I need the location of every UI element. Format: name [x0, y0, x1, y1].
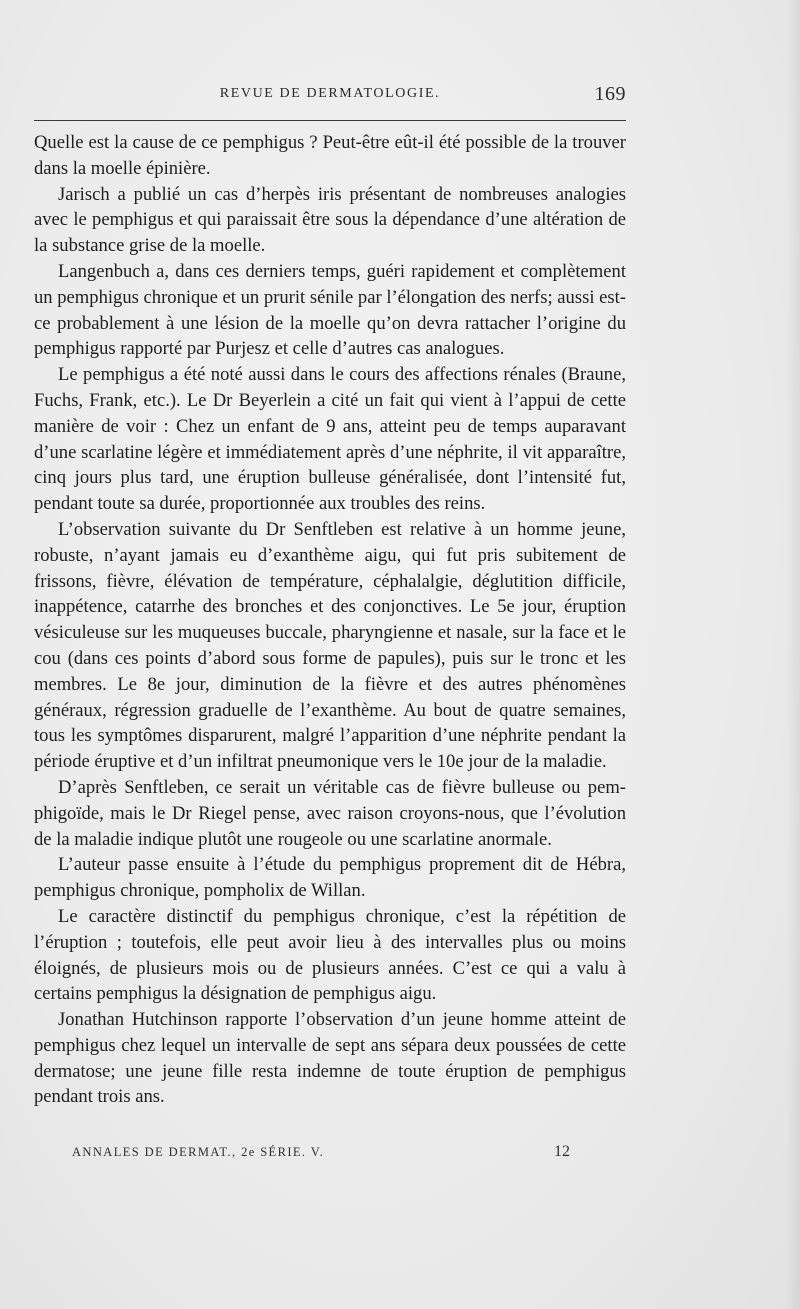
- body-text: [34, 130, 626, 1110]
- paragraph-9: Jonathan Hutchinson rapporte l’observation d’un jeune homme atteint de pemphigus chez lequel un intervalle de sept ans sépara deux poussées de cette dermatose; une jeune fille resta indemne de toute éruption de pemphigus pendant trois ans.: [34, 1009, 626, 1108]
- paragraph-2: Jarisch a publié un cas d’herpès iris présentant de nombreuses analogies avec le pemphigus et qui paraissait être sous la dépendance d’une altération de la substance grise de la moelle.: [34, 183, 626, 257]
- paragraph-5: L’observation suivante du Dr Senftleben est relative à un homme jeune, robuste, n’ayant jamais eu d’exanthème aigu, qui fut pris subitement de frissons, fièvre, élévation de température, céphalalgie, déglutition difficile, inappétence, catarrhe des bronches et des conjonctives. Le 5e jour, éruption vésiculeuse sur les muqueuses buccale, pharyngienne et nasale, sur la face et le cou (dans ces points d’abord sous forme de papules), puis sur le tronc et les membres. Le 8e jour, diminution de la fièvre et des autres phénomènes généraux, régression graduelle de l’exanthème. Au bout de quatre semaines, tous les symptômes disparurent, malgré l’apparition d’une néphrite pendant la période éruptive et d’un infiltrat pneumonique vers le 10e jour de la maladie.: [34, 518, 626, 773]
- paragraph-6: D’après Senftleben, ce serait un véritable cas de fièvre bulleuse ou pemphigoïde, mais le Dr Riegel pense, avec raison croyons-nous, que l’évolution de la maladie indique plutôt une rougeole ou une scarlatine anormale.: [34, 776, 626, 850]
- paragraph-1: Quelle est la cause de ce pemphigus ? Peut-être eût-il été possible de la trouver dans la moelle épinière.: [34, 132, 626, 179]
- paragraph-4: Le pemphigus a été noté aussi dans le cours des affections rénales (Braune, Fuchs, Frank, etc.). Le Dr Beyerlein a cité un fait qui vient à l’appui de cette manière de voir : Chez un enfant de 9 ans, atteint peu de temps auparavant d’une scarlatine légère et immédiatement après d’une néphrite, il vit apparaître, cinq jours plus tard, une éruption bulleuse généralisée, dont l’intensité fut, pendant toute sa durée, proportionnée aux troubles des reins.: [34, 364, 626, 515]
- running-head: [34, 83, 626, 110]
- header-rule: [34, 120, 626, 121]
- page-edge-shadow: [786, 0, 800, 1309]
- page-number: 169: [594, 83, 626, 105]
- paragraph-3: Langenbuch a, dans ces derniers temps, guéri rapidement et complètement un pemphigus chronique et un prurit sénile par l’élongation des nerfs; aussi est-ce probablement à une lésion de la moelle qu’on devra rattacher l’origine du pemphigus rapporté par Purjesz et celle d’autres cas analogues.: [34, 260, 626, 360]
- signature-line: [34, 1145, 626, 1167]
- paragraph-7: L’auteur passe ensuite à l’étude du pemphigus proprement dit de Hébra, pemphigus chronique, pompholix de Willan.: [34, 854, 626, 902]
- signature-text: ANNALES DE DERMAT., 2e SÉRIE. V.: [72, 1145, 325, 1159]
- running-title: REVUE DE DERMATOLOGIE.: [219, 86, 441, 101]
- paragraph-8: Le caractère distinctif du pemphigus chronique, c’est la répétition de l’éruption ; toutefois, elle peut avoir lieu à des intervalles plus ou moins éloignés, de plusieurs mois ou de plusieurs années. C’est ce qui a valu à certains pemphigus la désignation de pemphigus aigu.: [34, 905, 626, 1005]
- signature-number: 12: [554, 1143, 570, 1160]
